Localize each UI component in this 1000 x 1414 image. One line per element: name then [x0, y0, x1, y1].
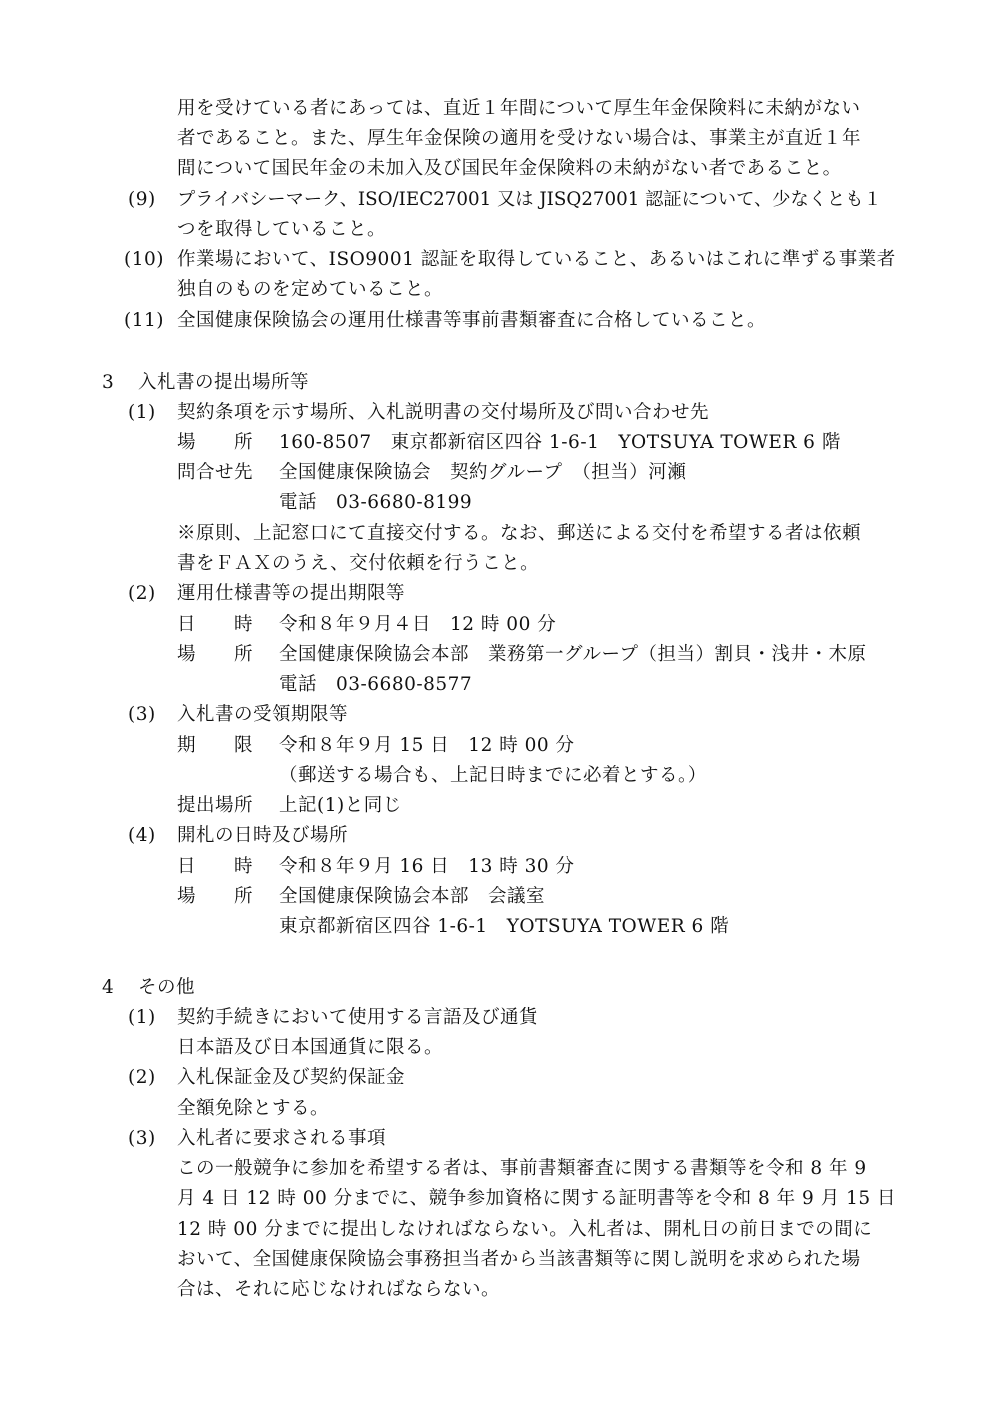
item-number: (2) [128, 1067, 156, 1088]
field-row [177, 791, 402, 821]
item-number: (10) [124, 249, 164, 270]
field-label: 日 時 [177, 856, 254, 877]
paragraph-line: 間について国民年金の未加入及び国民年金保険料の未納がない者であること。 [177, 158, 842, 179]
field-row [177, 882, 545, 912]
field-value: 令和８年９月４日 12 時 00 分 [279, 614, 557, 635]
item-title: 入札保証金及び契約保証金 [177, 1067, 406, 1088]
item-number: (2) [128, 583, 156, 604]
field-row [177, 852, 575, 882]
item-title: 入札者に要求される事項 [177, 1128, 387, 1149]
item-number: (3) [128, 704, 156, 725]
item-body-line: この一般競争に参加を希望する者は、事前書類審査に関する書類等を令和 8 年 9 [177, 1158, 867, 1179]
phone-line: 電話 03-6680-8577 [279, 674, 473, 695]
address-line: 東京都新宿区四谷 1-6-1 YOTSUYA TOWER 6 階 [279, 916, 730, 937]
field-label: 問合せ先 [177, 462, 254, 483]
field-value: 全国健康保険協会 契約グループ （担当）河瀬 [279, 462, 687, 483]
section-title: 入札書の提出場所等 [138, 372, 310, 393]
item-text: 全国健康保険協会の運用仕様書等事前書類審査に合格していること。 [177, 310, 767, 331]
item-body: 日本語及び日本国通貨に限る。 [177, 1037, 444, 1058]
item-body-line: 合は、それに応じなければならない。 [177, 1279, 501, 1300]
item-number: (4) [128, 825, 156, 846]
item-number: (3) [128, 1128, 156, 1149]
item-number: (1) [128, 402, 156, 423]
item-number: (11) [124, 310, 164, 331]
section-title: その他 [138, 977, 196, 998]
field-value: 上記(1)と同じ [279, 795, 402, 816]
field-value: 令和８年９月 16 日 13 時 30 分 [279, 856, 575, 877]
paragraph-line: 者であること。また、厚生年金保険の適用を受けない場合は、事業主が直近１年 [177, 128, 862, 149]
item-number: (9) [128, 189, 156, 210]
paragraph-line: 用を受けている者にあっては、直近１年間について厚生年金保険料に未納がない [177, 98, 861, 119]
section-number: 4 [102, 977, 115, 998]
field-value: 全国健康保険協会本部 会議室 [279, 886, 546, 907]
field-label: 期 限 [177, 735, 254, 756]
field-row [177, 458, 686, 488]
field-value: 160-8507 東京都新宿区四谷 1-6-1 YOTSUYA TOWER 6 階 [279, 432, 841, 453]
item-body-line: 月 4 日 12 時 00 分までに、競争参加資格に関する証明書等を令和 8 年 9 月 15 日 [177, 1188, 897, 1209]
item-body-line: 12 時 00 分までに提出しなければならない。入札者は、開札日の前日までの間に [177, 1219, 873, 1240]
item-body: 全額免除とする。 [177, 1098, 330, 1119]
item-title: 運用仕様書等の提出期限等 [177, 583, 406, 604]
item-text: 独自のものを定めていること。 [177, 279, 444, 300]
item-title: 契約条項を示す場所、入札説明書の交付場所及び問い合わせ先 [177, 402, 710, 423]
item-number: (1) [128, 1007, 156, 1028]
field-label: 場 所 [177, 432, 254, 453]
field-label: 提出場所 [177, 795, 254, 816]
item-text: つを取得していること。 [177, 219, 387, 240]
item-text: 作業場において、ISO9001 認証を取得していること、あるいはこれに準ずる事業者 [177, 249, 896, 270]
field-value: 全国健康保険協会本部 業務第一グループ（担当）割貝・浅井・木原 [279, 644, 867, 665]
phone-line: 電話 03-6680-8199 [279, 492, 473, 513]
field-label: 場 所 [177, 644, 254, 665]
field-row [177, 428, 841, 458]
section-number: 3 [102, 372, 115, 393]
field-label: 場 所 [177, 886, 254, 907]
item-body-line: おいて、全国健康保険協会事務担当者から当該書類等に関し説明を求められた場 [177, 1249, 861, 1270]
item-title: 契約手続きにおいて使用する言語及び通貨 [177, 1007, 539, 1028]
item-title: 入札書の受領期限等 [177, 704, 349, 725]
note-line: （郵送する場合も、上記日時までに必着とする。） [279, 765, 707, 786]
field-value: 令和８年９月 15 日 12 時 00 分 [279, 735, 575, 756]
item-title: 開札の日時及び場所 [177, 825, 349, 846]
field-row [177, 640, 867, 670]
note-line: ※原則、上記窓口にて直接交付する。なお、郵送による交付を希望する者は依頼 [177, 523, 862, 544]
item-text: プライバシーマーク、ISO/IEC27001 又は JISQ27001 認証について、少なくとも１ [177, 189, 882, 210]
field-label: 日 時 [177, 614, 254, 635]
field-row [177, 610, 556, 640]
field-row [177, 731, 575, 761]
note-line: 書をＦＡＸのうえ、交付依頼を行うこと。 [177, 553, 540, 574]
